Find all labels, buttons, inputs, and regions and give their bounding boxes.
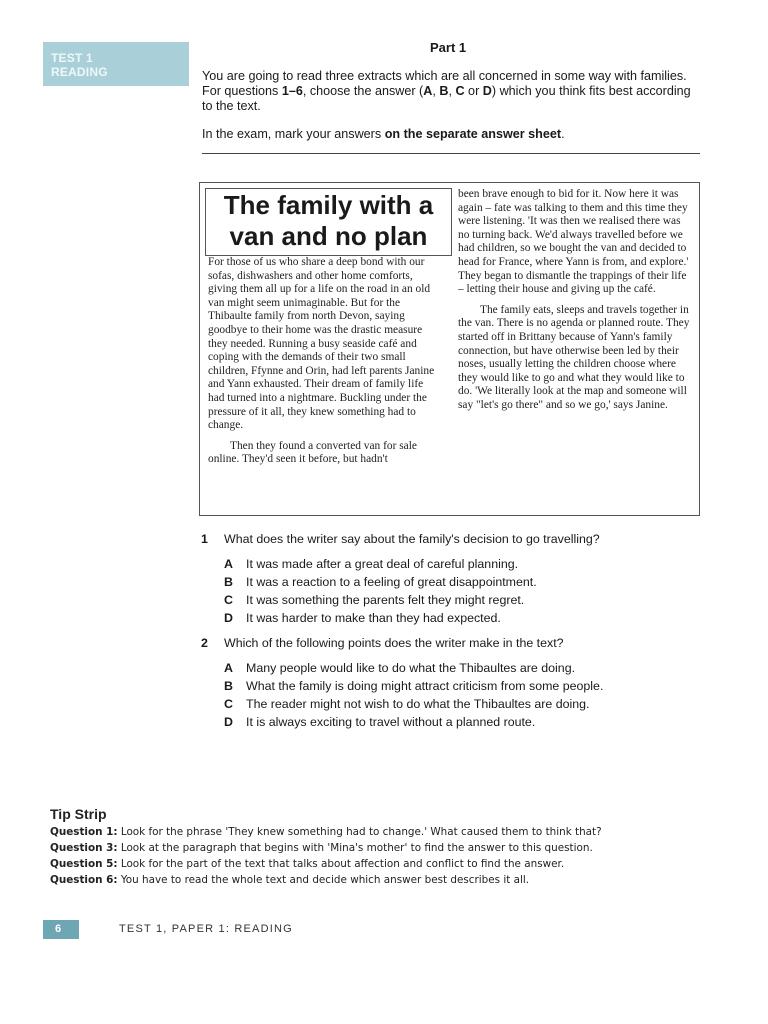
tip-item: Question 5: Look for the part of the text that talks about affection and conflict to find the answer. (50, 858, 565, 870)
instructions-paragraph-1: You are going to read three extracts which are all concerned in some way with families. For questions 1–6, choose the answer (A, B, C or D) which you think fits best according to the text. (202, 69, 691, 113)
part-title: Part 1 (430, 40, 467, 55)
tip-strip-title: Tip Strip (50, 806, 107, 822)
article-paragraph: The family eats, sleeps and travels together in the van. There is no agenda or planned route. They started off in Brittany because of Yann's family connection, but have otherwise been led by their noses, usually letting the children choose where they would like to go and what they would like to do. 'We literally look at the map and someone will say "let's go there" and so we go,' says Janine. (458, 303, 690, 411)
instructions-paragraph-2: In the exam, mark your answers on the separate answer sheet. (202, 127, 565, 141)
option-text[interactable]: It was harder to make than they had expected. (246, 611, 501, 625)
option-text[interactable]: It was something the parents felt they might regret. (246, 593, 525, 607)
option-letter[interactable]: D (224, 715, 233, 729)
option-text[interactable]: What the family is doing might attract criticism from some people. (246, 679, 604, 693)
option-letter[interactable]: D (224, 611, 233, 625)
section-badge (43, 42, 189, 86)
page-number: 6 (55, 923, 62, 935)
question-number: 2 (201, 636, 208, 650)
page-footer: TEST 1, PAPER 1: READING (119, 923, 293, 935)
option-letter[interactable]: A (224, 661, 233, 675)
article-paragraph: been brave enough to bid for it. Now here it was again – fate was talking to them and this time they were listening. 'It was then we realised there was no turning back. We'd always travelled before we had children, so we bought the van and decided to head for France, where Yann is from, and explore.' They began to dismantle the trappings of their life – letting their house and giving up the café. (458, 188, 689, 296)
article-column-1 (208, 256, 442, 467)
tip-item: Question 1: Look for the phrase 'They knew something had to change.' What caused them to think that? (50, 826, 602, 838)
article-paragraph: Then they found a converted van for sale online. They'd seen it before, but hadn't (208, 439, 417, 466)
option-text[interactable]: The reader might not wish to do what the Thibaultes are doing. (246, 697, 590, 711)
badge-test-label: TEST 1 (51, 51, 93, 65)
option-text[interactable]: It is always exciting to travel without a planned route. (246, 715, 536, 729)
option-text[interactable]: It was a reaction to a feeling of great disappointment. (246, 575, 537, 589)
option-letter[interactable]: C (224, 593, 233, 607)
question-text: What does the writer say about the family's decision to go travelling? (224, 532, 600, 546)
question-text: Which of the following points does the writer make in the text? (224, 636, 564, 650)
article-headline: The family with a van and no plan (205, 188, 452, 256)
tip-item: Question 6: You have to read the whole text and decide which answer best describes it all. (50, 874, 530, 886)
page-number-badge (43, 920, 79, 939)
tip-item: Question 3: Look at the paragraph that begins with 'Mina's mother' to find the answer to this question. (50, 842, 593, 854)
option-letter[interactable]: A (224, 557, 233, 571)
option-text[interactable]: It was made after a great deal of careful planning. (246, 557, 519, 571)
article-column-2 (458, 188, 690, 413)
article-paragraph: For those of us who share a deep bond with our sofas, dishwashers and other home comforts, giving them all up for a life on the road in an old van might seem unimaginable. But for the Thibaulte family from north Devon, saying goodbye to their home was the drastic measure they needed. Running a busy seaside café and coping with the demands of their two small children, Ffynne and Orin, had left parents Janine and Yann exhausted. Their dream of family life had turned into a nightmare. Buckling under the pressure of it all, they knew something had to change. (208, 256, 435, 432)
instructions (202, 69, 692, 142)
badge-reading-label: READING (51, 65, 108, 79)
divider (202, 153, 700, 154)
option-text[interactable]: Many people would like to do what the Thibaultes are doing. (246, 661, 576, 675)
question-number: 1 (201, 532, 208, 546)
option-letter[interactable]: B (224, 679, 233, 693)
option-letter[interactable]: B (224, 575, 233, 589)
option-letter[interactable]: C (224, 697, 233, 711)
